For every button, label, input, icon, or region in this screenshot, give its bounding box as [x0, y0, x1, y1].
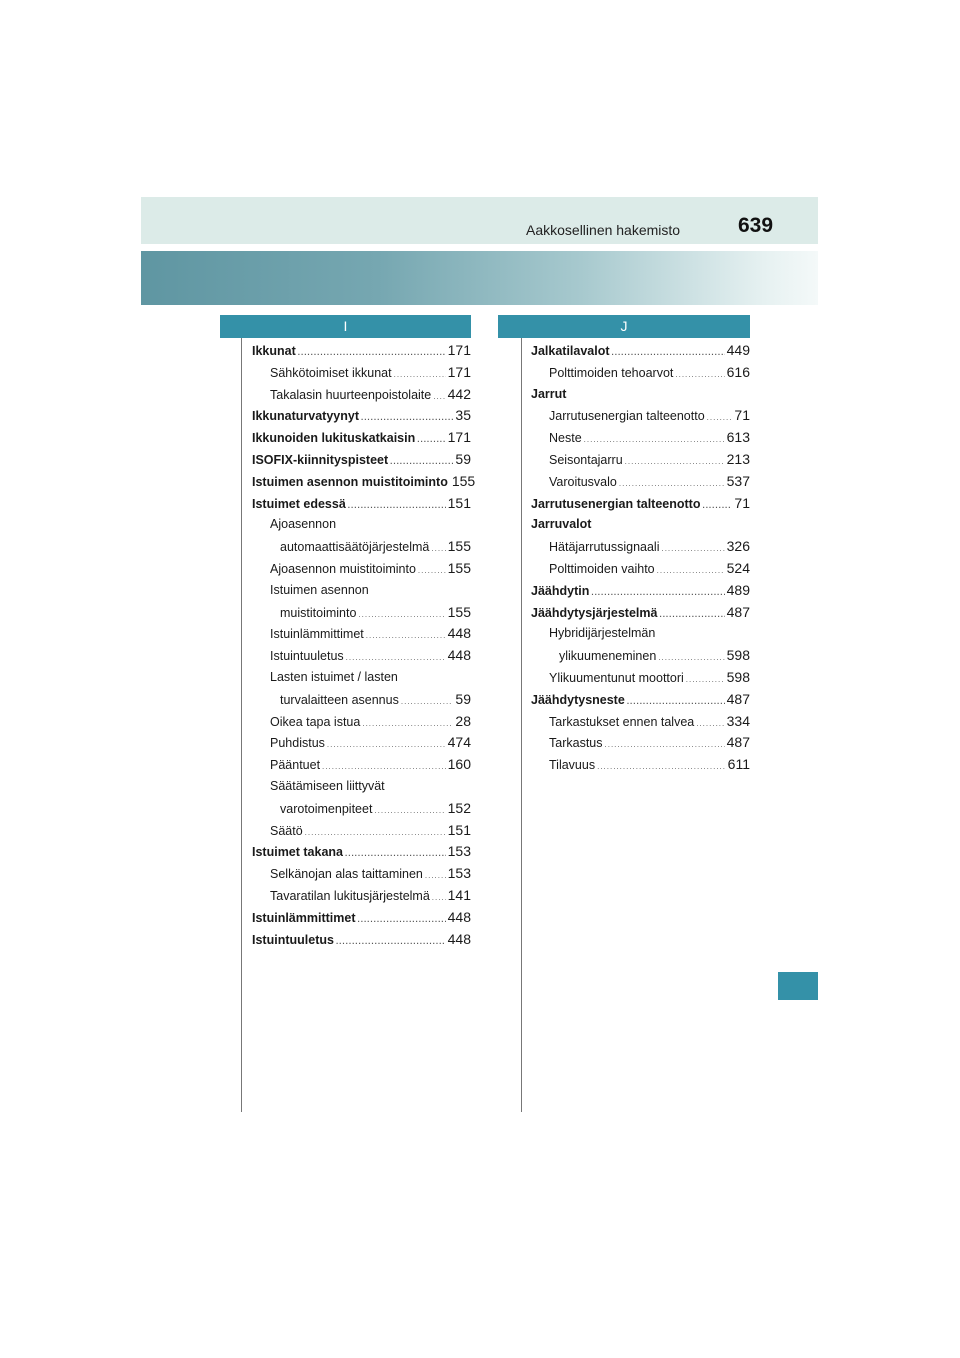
letter-heading-j: J — [498, 315, 750, 338]
index-entry — [252, 384, 471, 406]
index-entry — [531, 711, 750, 733]
entry-page-ref[interactable]: 59 — [455, 450, 471, 467]
dot-leader — [345, 843, 446, 865]
entry-page-ref[interactable]: 598 — [726, 647, 750, 664]
entry-page-ref[interactable]: 71 — [734, 407, 750, 424]
entry-term: Jalkatilavalot — [531, 344, 610, 358]
entry-term: ISOFIX-kiinnityspisteet — [252, 452, 389, 467]
index-entry — [531, 384, 750, 406]
dot-leader — [336, 931, 446, 953]
index-entry — [531, 689, 750, 711]
dot-leader — [658, 647, 724, 669]
entry-page-ref[interactable]: 35 — [455, 407, 471, 424]
index-entry — [531, 340, 750, 362]
entry-term: turvalaitteen asennus — [280, 692, 399, 707]
entry-term: Istuimet edessä — [252, 496, 346, 511]
entry-page-ref[interactable]: 171 — [447, 429, 471, 446]
page-number: 639 — [738, 214, 774, 237]
dot-leader — [431, 538, 445, 560]
entry-page-ref[interactable]: 171 — [447, 363, 471, 380]
entry-page-ref[interactable]: 141 — [447, 886, 471, 903]
dot-leader — [361, 407, 453, 429]
entry-page-ref[interactable]: 151 — [447, 494, 471, 511]
entry-term: Ylikuumentunut moottori — [549, 670, 684, 685]
dot-leader — [346, 647, 446, 669]
entry-term: Oikea tapa istua — [270, 714, 361, 729]
entry-term: Jarrutusenergian talteenotto — [549, 409, 705, 424]
index-entry — [531, 645, 750, 667]
index-entry — [252, 471, 476, 493]
entry-term: Polttimoiden tehoarvot — [549, 365, 674, 380]
index-entry — [252, 514, 471, 536]
index-entry — [531, 667, 750, 689]
dot-leader — [625, 451, 725, 473]
index-entry — [252, 885, 471, 907]
entry-page-ref[interactable]: 155 — [447, 538, 471, 555]
entry-term: Jäähdytysneste — [531, 692, 625, 707]
index-entry — [252, 732, 471, 754]
entry-page-ref[interactable]: 448 — [447, 908, 471, 925]
entry-page-ref[interactable]: 448 — [447, 625, 471, 642]
index-entry — [252, 623, 471, 645]
entry-term: Istuintuuletus — [270, 649, 344, 664]
dot-leader — [417, 429, 445, 451]
entry-page-ref[interactable]: 153 — [447, 865, 471, 882]
decorative-band — [141, 251, 818, 305]
entry-page-ref[interactable]: 611 — [727, 756, 750, 773]
dot-leader — [619, 473, 725, 495]
entry-term: Neste — [549, 431, 582, 446]
entry-term: Jarruvalot — [531, 517, 592, 532]
entry-page-ref[interactable]: 524 — [726, 559, 750, 576]
entry-page-ref[interactable]: 616 — [726, 363, 750, 380]
entry-page-ref[interactable]: 449 — [726, 342, 750, 358]
dot-leader — [327, 734, 446, 756]
index-entry — [252, 536, 471, 558]
dot-leader — [675, 364, 724, 386]
index-entry — [531, 732, 750, 754]
entry-term: Puhdistus — [270, 736, 325, 751]
entry-term: Polttimoiden vaihto — [549, 561, 655, 576]
index-entry — [252, 362, 471, 384]
index-entry — [252, 667, 471, 689]
entry-page-ref[interactable]: 155 — [451, 472, 476, 489]
entry-page-ref[interactable]: 334 — [726, 712, 750, 729]
dot-leader — [591, 582, 724, 604]
index-entry — [531, 536, 750, 558]
dot-leader — [394, 364, 446, 386]
entry-page-ref[interactable]: 489 — [726, 581, 750, 598]
entry-term: Sähkötoimiset ikkunat — [270, 365, 392, 380]
entry-page-ref[interactable]: 28 — [455, 712, 471, 729]
entry-term: Hybridijärjestelmän — [549, 626, 656, 641]
dot-leader — [605, 734, 725, 756]
entry-term: Tavaratilan lukitusjärjestelmä — [270, 888, 430, 903]
index-entry — [252, 776, 471, 798]
dot-leader — [358, 604, 445, 626]
index-entry — [252, 558, 471, 580]
dot-leader — [657, 560, 725, 582]
index-entry — [252, 929, 471, 951]
entry-page-ref[interactable]: 171 — [447, 342, 471, 358]
entry-page-ref[interactable]: 151 — [447, 821, 471, 838]
dot-leader — [390, 451, 453, 473]
dot-leader — [696, 713, 724, 735]
index-entry — [531, 493, 750, 515]
entry-term: Ikkunaturvatyynyt — [252, 409, 359, 424]
index-entry — [531, 405, 750, 427]
dot-leader — [597, 756, 726, 778]
header-bar — [141, 197, 818, 244]
index-entry — [531, 362, 750, 384]
entry-term: automaattisäätöjärjestelmä — [280, 540, 430, 555]
index-entry — [531, 558, 750, 580]
entry-term: Tilavuus — [549, 758, 596, 773]
entry-page-ref[interactable]: 487 — [726, 734, 750, 751]
index-entry — [252, 907, 471, 929]
dot-leader — [418, 560, 446, 582]
index-entry — [252, 427, 471, 449]
entry-page-ref[interactable]: 326 — [726, 538, 750, 555]
index-entry — [531, 427, 750, 449]
index-entry — [252, 841, 471, 863]
index-entry — [252, 493, 471, 515]
entry-page-ref[interactable]: 160 — [447, 756, 471, 773]
entry-term: Lasten istuimet / lasten — [270, 669, 398, 684]
dot-leader — [433, 386, 445, 408]
dot-leader — [627, 691, 725, 713]
entry-term: Jäähdytysjärjestelmä — [531, 605, 658, 620]
entry-page-ref[interactable]: 155 — [447, 559, 471, 576]
index-entry — [252, 340, 471, 362]
index-entry — [252, 449, 471, 471]
index-entry — [252, 580, 471, 602]
entry-term: Tarkastukset ennen talvea — [549, 714, 695, 729]
entry-page-ref[interactable]: 448 — [447, 930, 471, 947]
dot-leader — [702, 495, 732, 517]
entry-term: Istuintuuletus — [252, 932, 334, 947]
section-title: Aakkosellinen hakemisto — [526, 222, 681, 238]
letter-heading-i: I — [220, 315, 471, 338]
entry-page-ref[interactable]: 71 — [734, 494, 750, 511]
dot-leader — [584, 429, 725, 451]
entry-page-ref[interactable]: 487 — [726, 603, 750, 620]
entry-term: Jarrutusenergian talteenotto — [531, 496, 701, 511]
dot-leader — [322, 756, 446, 778]
index-entry — [252, 711, 471, 733]
entry-term: Jarrut — [531, 386, 567, 401]
index-entry — [531, 471, 750, 493]
entry-term: Istuinlämmittimet — [270, 627, 364, 642]
index-entry — [531, 449, 750, 471]
entry-page-ref[interactable]: 537 — [726, 472, 750, 489]
dot-leader — [358, 909, 446, 931]
index-entry — [252, 754, 471, 776]
entry-page-ref[interactable]: 155 — [447, 603, 471, 620]
entry-term: Tarkastus — [549, 736, 603, 751]
entry-page-ref[interactable]: 59 — [455, 690, 471, 707]
index-entry — [252, 689, 471, 711]
index-entry — [252, 863, 471, 885]
index-entry — [252, 798, 471, 820]
entry-page-ref[interactable]: 487 — [726, 690, 750, 707]
entry-page-ref[interactable]: 152 — [447, 799, 471, 816]
dot-leader — [661, 538, 724, 560]
dot-leader — [374, 800, 445, 822]
dot-leader — [432, 887, 446, 909]
index-column-i — [252, 340, 476, 950]
entry-term: Takalasin huurteenpoistolaite — [270, 387, 432, 402]
entry-term: Istuimet takana — [252, 845, 344, 860]
entry-term: Ajoasennon — [270, 517, 337, 532]
entry-term: Pääntuet — [270, 758, 321, 773]
entry-term: Jäähdytin — [531, 583, 590, 598]
index-column-j — [531, 340, 750, 776]
entry-term: Hätäjarrutussignaali — [549, 540, 660, 555]
index-entry — [531, 580, 750, 602]
entry-term: muistitoiminto — [280, 605, 357, 620]
entry-term: varotoimenpiteet — [280, 801, 373, 816]
entry-page-ref[interactable]: 153 — [447, 843, 471, 860]
dot-leader — [348, 495, 446, 517]
column-rule-right — [521, 338, 522, 1112]
dot-leader — [612, 342, 725, 364]
entry-page-ref[interactable]: 442 — [447, 385, 471, 402]
dot-leader — [425, 865, 446, 887]
entry-page-ref[interactable]: 598 — [726, 668, 750, 685]
entry-term: Ajoasennon muistitoiminto — [270, 561, 416, 576]
index-entry — [252, 405, 471, 427]
section-tab — [778, 972, 818, 1000]
entry-term: Istuinlämmittimet — [252, 910, 356, 925]
index-entry — [531, 754, 750, 776]
dot-leader — [298, 342, 446, 364]
entry-term: Ikkunat — [252, 344, 296, 358]
entry-term: Säätämiseen liittyvät — [270, 778, 385, 793]
entry-page-ref[interactable]: 474 — [447, 734, 471, 751]
entry-term: Selkänojan alas taittaminen — [270, 867, 423, 882]
entry-term: Säätö — [270, 823, 303, 838]
entry-term: Ikkunoiden lukituskatkaisin — [252, 431, 416, 446]
entry-page-ref[interactable]: 213 — [726, 450, 750, 467]
index-entry — [252, 645, 471, 667]
index-entry — [531, 623, 750, 645]
dot-leader — [707, 407, 733, 429]
entry-term: ylikuumeneminen — [559, 649, 657, 664]
entry-term: Seisontajarru — [549, 452, 623, 467]
dot-leader — [305, 822, 446, 844]
entry-page-ref[interactable]: 448 — [447, 647, 471, 664]
entry-page-ref[interactable]: 613 — [726, 429, 750, 446]
dot-leader — [366, 625, 446, 647]
dot-leader — [362, 713, 453, 735]
entry-term: Varoitusvalo — [549, 474, 617, 489]
entry-term: Istuimen asennon — [270, 582, 369, 597]
index-entry — [252, 820, 471, 842]
index-entry — [531, 514, 750, 536]
index-entry — [252, 602, 471, 624]
entry-term: Istuimen asennon muistitoiminto — [252, 474, 448, 489]
index-entry — [531, 602, 750, 624]
dot-leader — [659, 604, 724, 626]
column-rule-left — [241, 338, 242, 1112]
dot-leader — [401, 691, 454, 713]
dot-leader — [686, 669, 725, 691]
